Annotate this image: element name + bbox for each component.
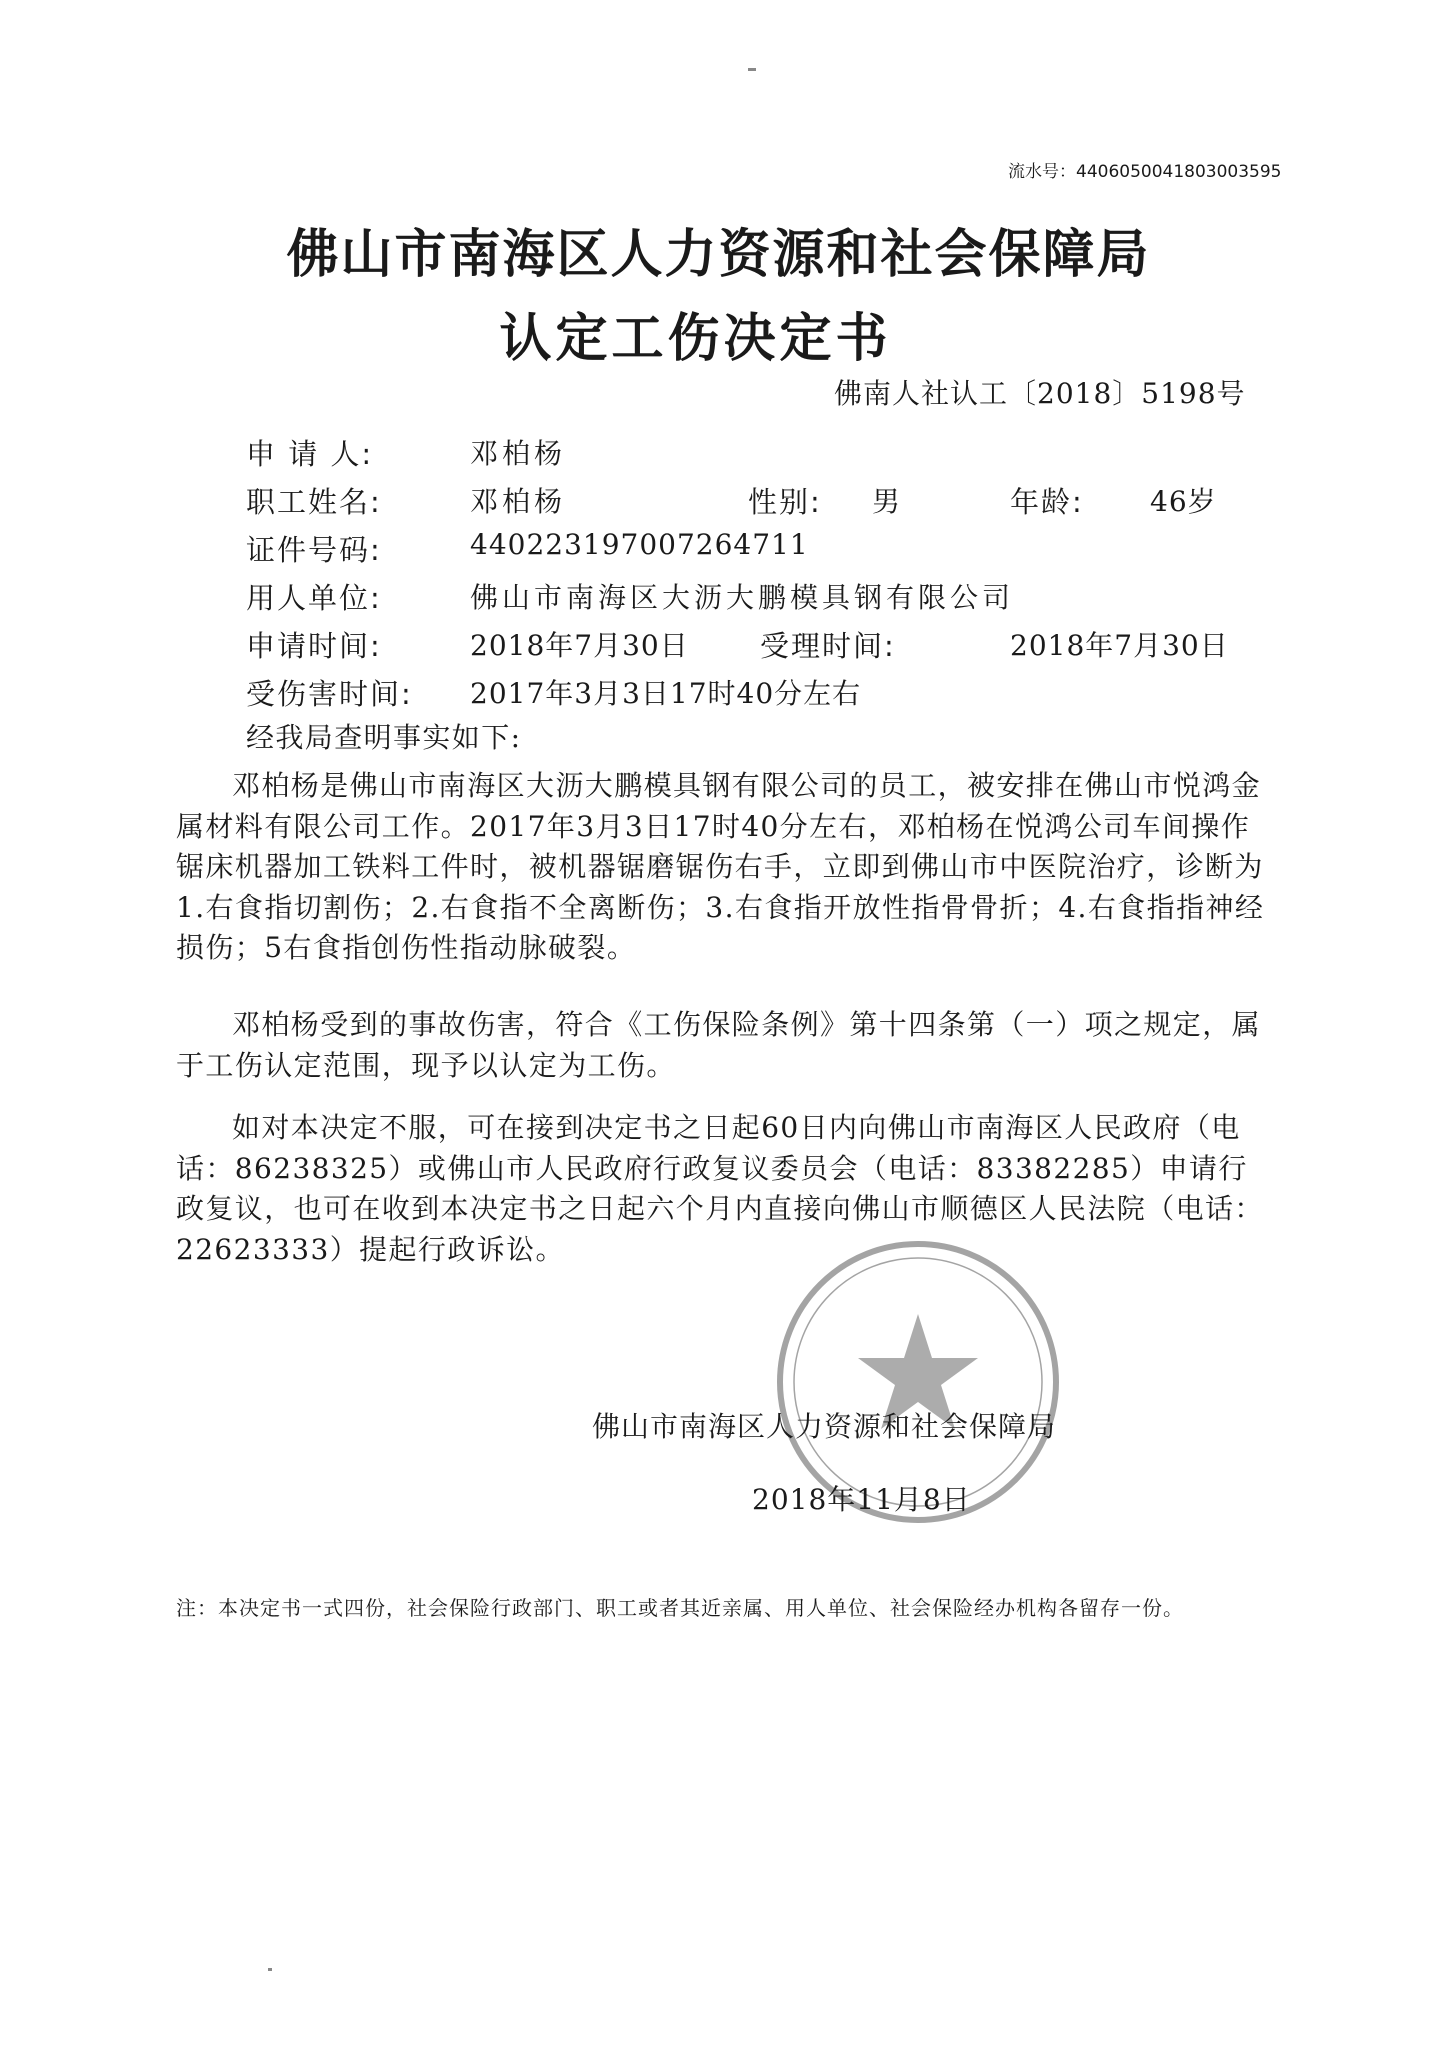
injury-time-value: 2017年3月3日17时40分左右: [470, 677, 862, 710]
issue-date: 2018年11月8日: [752, 1483, 971, 1516]
age-label: 年龄:: [1010, 485, 1084, 519]
applicant-label: 申 请 人:: [246, 437, 374, 471]
serial-number: 流水号：4406050041803003595: [1008, 162, 1282, 182]
facts-paragraph: 邓柏杨是佛山市南海区大沥大鹏模具钢有限公司的员工，被安排在佛山市悦鸿金属材料有限公司工作。2017年3月3日17时40分左右，邓柏杨在悦鸿公司车间操作锯床机器加工铁料工件时，被机器锯磨锯伤右手，立即到佛山市中医院治疗，诊断为1.右食指切割伤；2.右食指不全离断伤；3.右食指开放性指骨骨折；4.右食指指神经损伤；5右食指创伤性指动脉破裂。: [176, 769, 1265, 964]
apply-time-label: 申请时间:: [246, 629, 382, 663]
age-value: 46岁: [1150, 485, 1217, 518]
issuer-name: 佛山市南海区人力资源和社会保障局: [592, 1410, 1057, 1443]
document-number: 佛南人社认工〔2018〕5198号: [834, 377, 1246, 410]
worker-name-label: 职工姓名:: [246, 485, 382, 519]
employer-value: 佛山市南海区大沥大鹏模具钢有限公司: [470, 581, 1015, 614]
accept-time-label: 受理时间:: [760, 629, 896, 663]
id-number-label: 证件号码:: [246, 533, 382, 567]
issuing-authority-title: 佛山市南海区人力资源和社会保障局: [286, 225, 1151, 285]
id-number-value: 440223197007264711: [470, 528, 809, 561]
worker-name-value: 邓柏杨: [470, 485, 567, 518]
gender-value: 男: [872, 485, 902, 518]
accept-time-value: 2018年7月30日: [1010, 629, 1229, 662]
appeal-paragraph: 如对本决定不服，可在接到决定书之日起60日内向佛山市南海区人民政府（电话：86238325）或佛山市人民政府行政复议委员会（电话：83382285）申请行政复议，也可在收到本决定书之日起六个月内直接向佛山市顺德区人民法院（电话：22623333）提起行政诉讼。: [176, 1111, 1264, 1266]
document-title: 认定工伤决定书: [499, 309, 892, 369]
scan-speck: [748, 68, 756, 71]
conclusion-paragraph: 邓柏杨受到的事故伤害，符合《工伤保险条例》第十四条第（一）项之规定，属于工伤认定范围，现予以认定为工伤。: [176, 1008, 1262, 1082]
applicant-value: 邓柏杨: [470, 437, 567, 470]
scan-speck: [268, 1968, 272, 1971]
employer-label: 用人单位:: [246, 581, 382, 615]
facts-intro: 经我局查明事实如下:: [246, 721, 522, 754]
distribution-note: 注：本决定书一式四份，社会保险行政部门、职工或者其近亲属、用人单位、社会保险经办机构各留存一份。: [176, 1596, 1184, 1620]
apply-time-value: 2018年7月30日: [470, 629, 689, 662]
gender-label: 性别:: [748, 485, 822, 519]
injury-time-label: 受伤害时间:: [246, 677, 413, 711]
